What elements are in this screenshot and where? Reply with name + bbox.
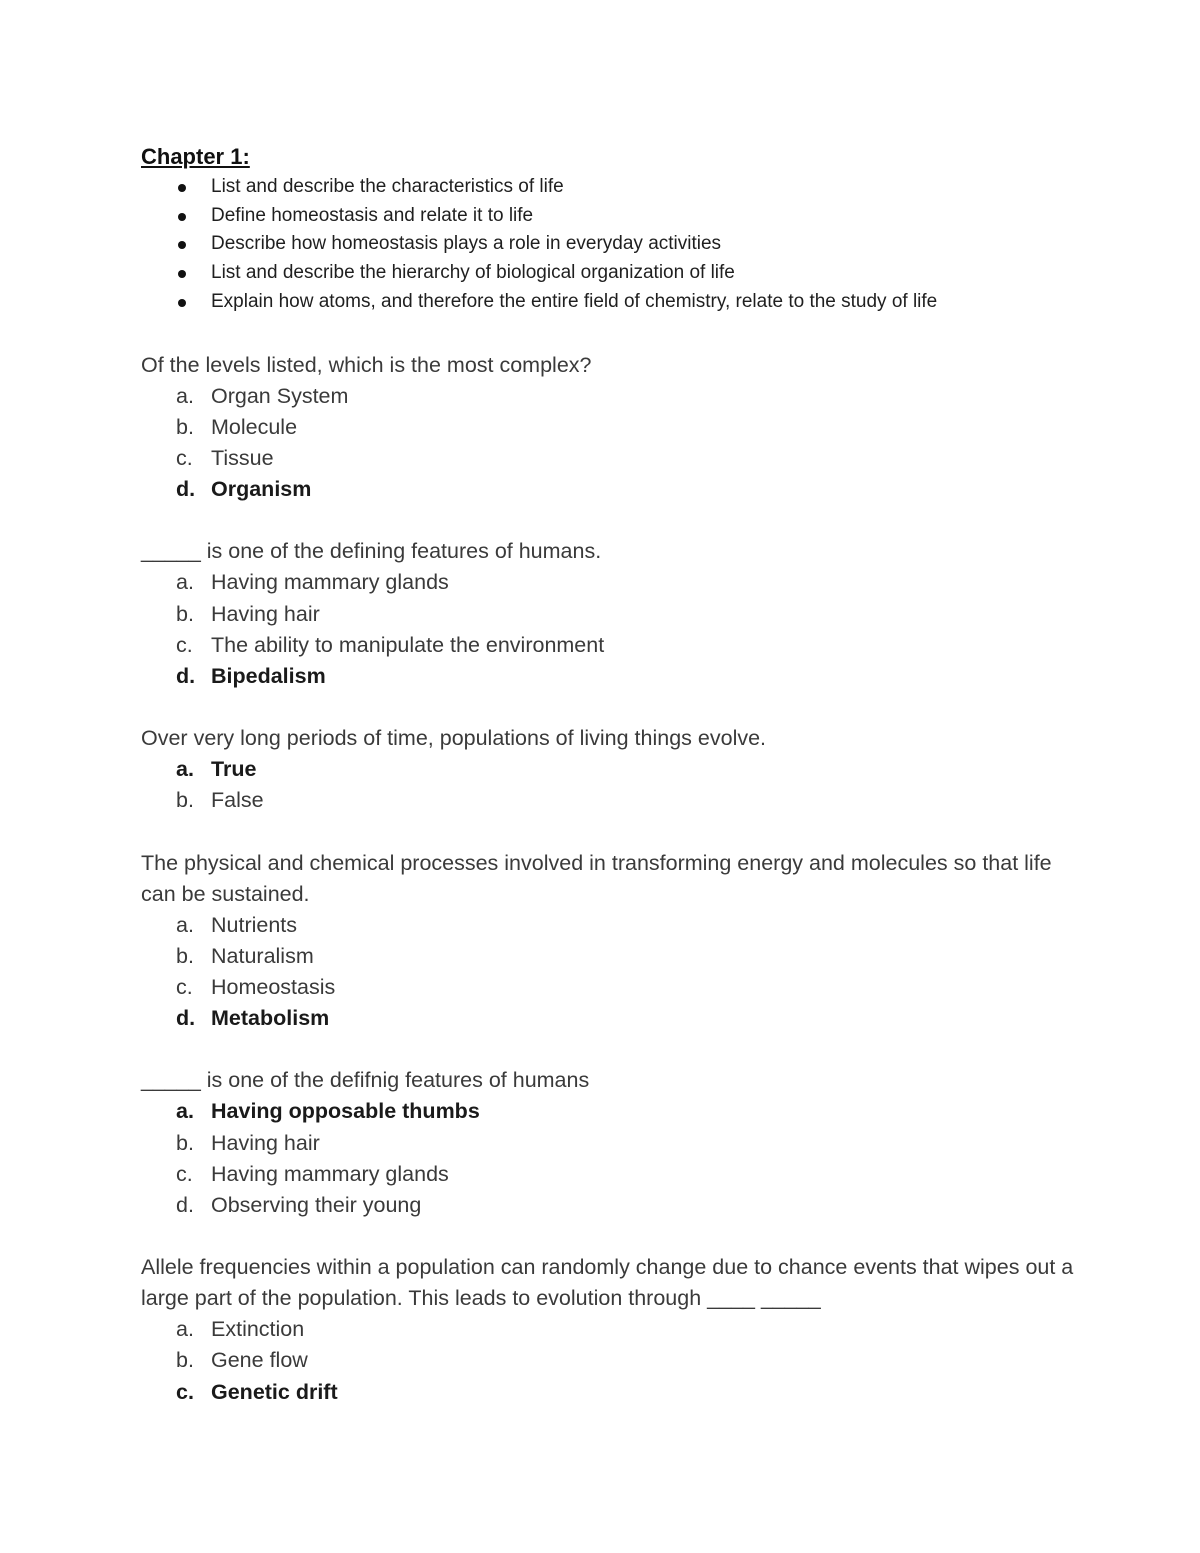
- option-letter: a.: [176, 570, 194, 595]
- objective-item: [141, 202, 1081, 231]
- objective-item: [141, 230, 1081, 259]
- answer-option: [141, 1128, 1081, 1159]
- question-text: The physical and chemical processes involved in transforming energy and molecules so that life can be sustained.: [141, 850, 1052, 906]
- option-text: Gene flow: [211, 1348, 308, 1373]
- option-text: Extinction: [211, 1317, 305, 1342]
- answer-option-correct: [141, 1096, 1081, 1127]
- objective-item: [141, 288, 1081, 317]
- answer-option: [141, 381, 1081, 412]
- option-letter: a.: [176, 912, 194, 937]
- answer-option-correct: [141, 661, 1081, 692]
- bullet-icon: [178, 184, 186, 192]
- answer-option: [141, 785, 1081, 816]
- option-letter: d.: [176, 477, 196, 502]
- answer-options: [141, 910, 1081, 1035]
- objective-text: Describe how homeostasis plays a role in everyday activities: [211, 233, 722, 255]
- option-letter: a.: [176, 1099, 194, 1124]
- answer-option: [141, 941, 1081, 972]
- option-text: False: [211, 788, 264, 813]
- answer-option-correct: [141, 1377, 1081, 1408]
- question-block: [141, 1252, 1081, 1408]
- option-text: Having opposable thumbs: [211, 1099, 480, 1124]
- document-page: [141, 140, 1081, 1408]
- objective-item: [141, 259, 1081, 288]
- question-text: _____ is one of the defifnig features of humans: [141, 1068, 590, 1093]
- option-text: Having mammary glands: [211, 1161, 449, 1186]
- objective-item: [141, 173, 1081, 202]
- option-letter: c.: [176, 974, 193, 999]
- option-text: Nutrients: [211, 912, 298, 937]
- option-text: Tissue: [211, 445, 274, 470]
- objective-text: List and describe the hierarchy of biological organization of life: [211, 262, 735, 284]
- option-letter: c.: [176, 632, 193, 657]
- answer-options: [141, 1314, 1081, 1408]
- objective-text: Explain how atoms, and therefore the entire field of chemistry, relate to the study of life: [211, 290, 938, 312]
- answer-option: [141, 412, 1081, 443]
- option-text: Having mammary glands: [211, 570, 449, 595]
- bullet-icon: [178, 213, 186, 221]
- chapter-title: Chapter 1:: [141, 144, 250, 169]
- question-block: [141, 1065, 1081, 1221]
- answer-options: [141, 754, 1081, 816]
- answer-options: [141, 381, 1081, 506]
- question-block: [141, 536, 1081, 692]
- option-letter: a.: [176, 1317, 194, 1342]
- question-block: [141, 350, 1081, 506]
- question-text: Of the levels listed, which is the most complex?: [141, 352, 592, 377]
- option-letter: a.: [176, 757, 194, 782]
- question-block: [141, 848, 1081, 1035]
- option-letter: b.: [176, 601, 194, 626]
- answer-option: [141, 599, 1081, 630]
- option-letter: c.: [176, 445, 193, 470]
- option-letter: b.: [176, 414, 194, 439]
- objective-text: Define homeostasis and relate it to life: [211, 204, 534, 226]
- option-letter: c.: [176, 1161, 193, 1186]
- answer-options: [141, 567, 1081, 692]
- question-text: _____ is one of the defining features of humans.: [141, 539, 602, 564]
- option-text: Having hair: [211, 601, 320, 626]
- option-text: Metabolism: [211, 1006, 330, 1031]
- option-text: Organ System: [211, 383, 349, 408]
- option-letter: d.: [176, 1192, 194, 1217]
- option-text: Naturalism: [211, 943, 314, 968]
- question-block: [141, 723, 1081, 816]
- option-letter: a.: [176, 383, 194, 408]
- option-text: Genetic drift: [211, 1379, 338, 1404]
- option-text: Bipedalism: [211, 663, 326, 688]
- option-text: Molecule: [211, 414, 298, 439]
- answer-option: [141, 972, 1081, 1003]
- question-text: Over very long periods of time, populations of living things evolve.: [141, 726, 767, 751]
- answer-option: [141, 1314, 1081, 1345]
- question-text: Allele frequencies within a population can randomly change due to chance events that wipes out a large part of the population. This leads to evolution through ____ _____: [141, 1255, 1074, 1311]
- answer-option: [141, 1190, 1081, 1221]
- option-text: Having hair: [211, 1130, 320, 1155]
- bullet-icon: [178, 299, 186, 307]
- option-text: True: [211, 757, 257, 782]
- answer-option: [141, 1159, 1081, 1190]
- objectives-list: [141, 173, 1081, 317]
- option-letter: c.: [176, 1379, 194, 1404]
- option-text: The ability to manipulate the environment: [211, 632, 605, 657]
- answer-option: [141, 567, 1081, 598]
- option-text: Homeostasis: [211, 974, 336, 999]
- option-letter: b.: [176, 1348, 194, 1373]
- answer-option: [141, 1345, 1081, 1376]
- bullet-icon: [178, 241, 186, 249]
- answer-option-correct: [141, 474, 1081, 505]
- answer-option: [141, 910, 1081, 941]
- objective-text: List and describe the characteristics of life: [211, 176, 564, 197]
- answer-option-correct: [141, 1003, 1081, 1034]
- questions-container: [141, 350, 1081, 1408]
- answer-option-correct: [141, 754, 1081, 785]
- option-letter: b.: [176, 943, 194, 968]
- option-letter: d.: [176, 1006, 196, 1031]
- option-text: Organism: [211, 477, 312, 502]
- answer-options: [141, 1096, 1081, 1221]
- option-text: Observing their young: [211, 1192, 422, 1217]
- option-letter: d.: [176, 663, 196, 688]
- answer-option: [141, 630, 1081, 661]
- answer-option: [141, 443, 1081, 474]
- option-letter: b.: [176, 788, 194, 813]
- option-letter: b.: [176, 1130, 194, 1155]
- bullet-icon: [178, 270, 186, 278]
